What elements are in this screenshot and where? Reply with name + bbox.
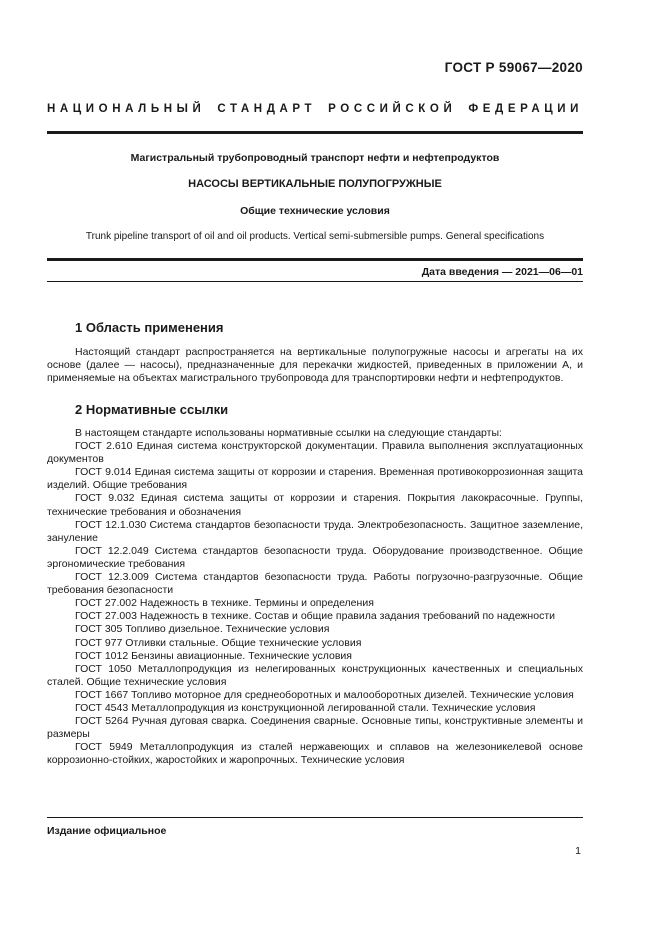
reference-item: ГОСТ 977 Отливки стальные. Общие технические условия <box>75 636 362 649</box>
divider-footer <box>47 817 583 818</box>
national-standard-banner: НАЦИОНАЛЬНЫЙ СТАНДАРТ РОССИЙСКОЙ ФЕДЕРАЦИИ <box>47 103 583 115</box>
section-1-body <box>47 346 583 385</box>
reference-item: ГОСТ 12.3.009 Система стандартов безопасности труда. Работы погрузочно-разгрузочные. Общие требования безопасности <box>47 571 583 597</box>
reference-intro: В настоящем стандарте использованы нормативные ссылки на следующие стандарты: <box>75 427 502 439</box>
title-line-1: Магистральный трубопроводный транспорт нефти и нефтепродуктов <box>130 152 500 164</box>
reference-item: ГОСТ 12.2.049 Система стандартов безопасности труда. Оборудование производственное. Общие эргономические требования <box>47 544 583 570</box>
introduction-date: Дата введения — 2021—06—01 <box>421 266 583 278</box>
reference-item: ГОСТ 27.003 Надежность в технике. Состав и общие правила задания требований по надежности <box>75 610 555 623</box>
reference-item: ГОСТ 5264 Ручная дуговая сварка. Соединения сварные. Основные типы, конструктивные элементы и размеры <box>47 715 583 741</box>
divider-middle-thick <box>47 258 583 261</box>
reference-item: ГОСТ 9.014 Единая система защиты от коррозии и старения. Временная противокоррозионная защита изделий. Общие требования <box>47 466 583 492</box>
title-line-2: НАСОСЫ ВЕРТИКАЛЬНЫЕ ПОЛУПОГРУЖНЫЕ <box>188 178 442 190</box>
reference-item: ГОСТ 5949 Металлопродукция из сталей нержавеющих и сплавов на железоникелевой основе коррозионно-стойких, жаростойких и жаропрочных. Технические условия <box>47 741 583 767</box>
reference-item: ГОСТ 12.1.030 Система стандартов безопасности труда. Электробезопасность. Защитное заземление, зануление <box>47 518 583 544</box>
reference-item: ГОСТ 4543 Металлопродукция из конструкционной легированной стали. Технические условия <box>75 701 536 714</box>
reference-item: ГОСТ 27.002 Надежность в технике. Термины и определения <box>75 597 374 610</box>
reference-item: ГОСТ 1667 Топливо моторное для среднеоборотных и малооборотных дизелей. Технические условия <box>75 688 574 701</box>
reference-item: ГОСТ 1050 Металлопродукция из нелегированных конструкционных качественных и специальных сталей. Общие технические условия <box>47 662 583 688</box>
reference-item: ГОСТ 1012 Бензины авиационные. Технические условия <box>75 649 352 662</box>
reference-item: ГОСТ 2.610 Единая система конструкторской документации. Правила выполнения эксплуатационных документов <box>47 440 583 466</box>
section-2-heading: 2 Нормативные ссылки <box>75 402 229 417</box>
reference-item: ГОСТ 9.032 Единая система защиты от коррозии и старения. Покрытия лакокрасочные. Группы, технические требования и обозначения <box>47 492 583 518</box>
gost-number: ГОСТ Р 59067—2020 <box>444 60 583 75</box>
divider-middle-thin <box>47 281 583 282</box>
section-2-body <box>47 427 583 767</box>
title-english: Trunk pipeline transport of oil and oil products. Vertical semi-submersible pumps. General specifications <box>85 231 545 242</box>
section-1-paragraph: Настоящий стандарт распространяется на вертикальные полупогружные насосы и агрегаты на их основе (далее — насосы), предназначенные для перекачки жидкостей, приведенных в приложении А, и применяемые на объектах магистрального трубопровода для транспортировки нефти и нефтепродуктов. <box>47 346 583 385</box>
edition-label: Издание официальное <box>47 825 167 837</box>
reference-item: ГОСТ 305 Топливо дизельное. Технические условия <box>75 623 330 636</box>
section-1-heading: 1 Область применения <box>75 320 224 335</box>
title-line-3: Общие технические условия <box>240 205 390 217</box>
divider-top <box>47 131 583 134</box>
page-number: 1 <box>575 845 581 857</box>
